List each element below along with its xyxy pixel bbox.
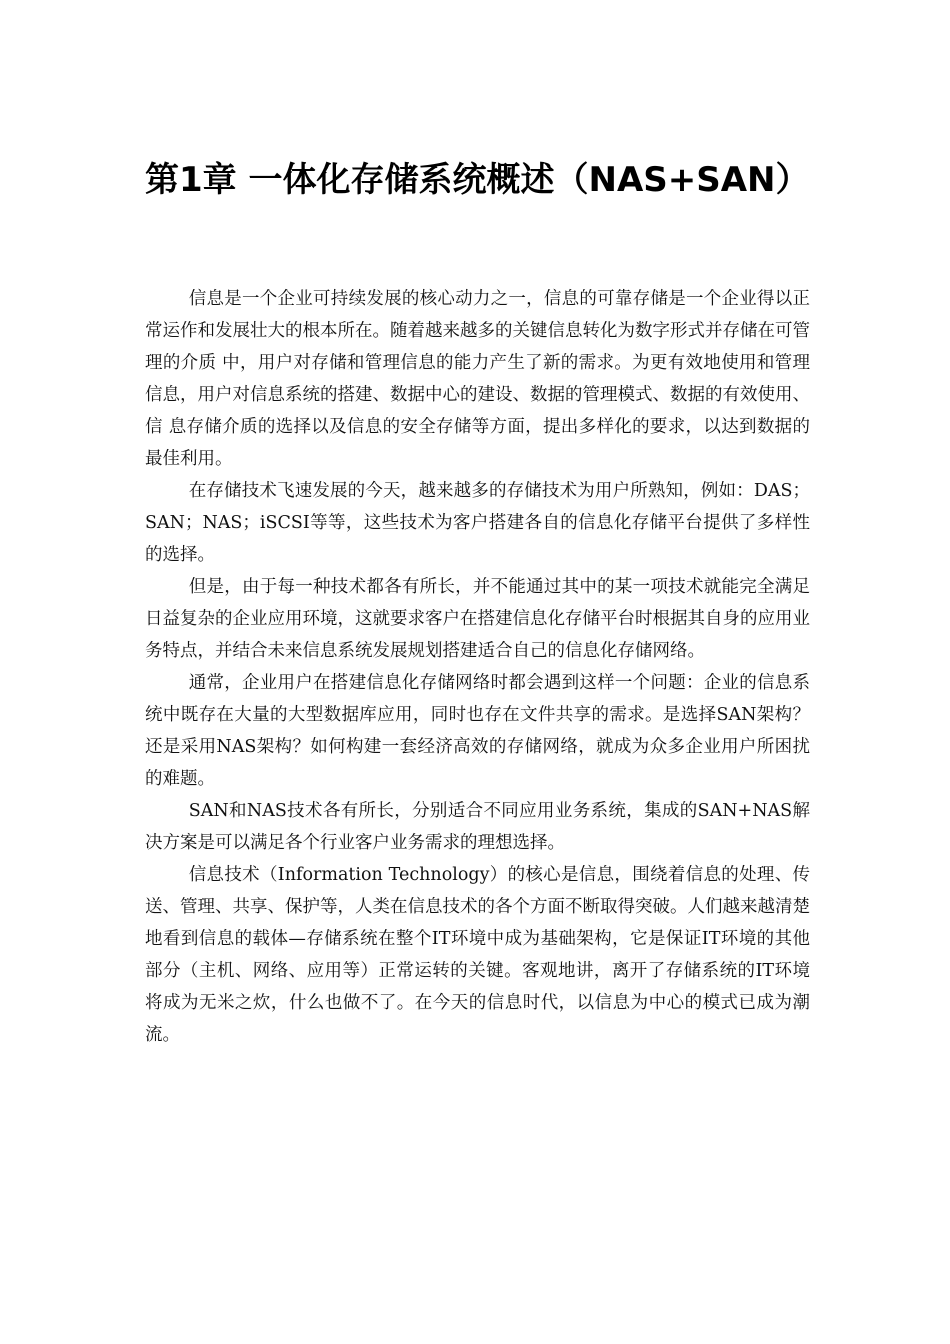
body-text [145,283,810,1051]
chapter-title: 第1章 一体化存储系统概述（NAS+SAN） [145,160,810,200]
paragraph: 在存储技术飞速发展的今天，越来越多的存储技术为用户所熟知，例如：DAS；SAN；NAS；iSCSI等等，这些技术为客户搭建各自的信息化存储平台提供了多样性的选择。 [145,481,810,565]
paragraph: 通常，企业用户在搭建信息化存储网络时都会遇到这样一个问题：企业的信息系统中既存在大量的大型数据库应用，同时也存在文件共享的需求。是选择SAN架构？还是采用NAS架构？如何构建一套经济高效的存储网络，就成为众多企业用户所困扰的难题。 [145,673,810,789]
paragraph: SAN和NAS技术各有所长，分别适合不同应用业务系统，集成的SAN+NAS解决方案是可以满足各个行业客户业务需求的理想选择。 [145,801,810,853]
paragraph: 但是，由于每一种技术都各有所长，并不能通过其中的某一项技术就能完全满足日益复杂的企业应用环境，这就要求客户在搭建信息化存储平台时根据其自身的应用业务特点，并结合未来信息系统发展规划搭建适合自己的信息化存储网络。 [145,577,810,661]
paragraph: 信息是一个企业可持续发展的核心动力之一，信息的可靠存储是一个企业得以正常运作和发展壮大的根本所在。随着越来越多的关键信息转化为数字形式并存储在可管理的介质 中，用户对存储和管理信息的能力产生了新的需求。为更有效地使用和管理信息，用户对信息系统的搭建、数据中心的建设、数据的管理模式、数据的有效使用、信 息存储介质的选择以及信息的安全存储等方面，提出多样化的要求，以达到数据的最佳利用。 [145,289,810,469]
paragraph: 信息技术（Information Technology）的核心是信息，围绕着信息的处理、传送、管理、共享、保护等，人类在信息技术的各个方面不断取得突破。人们越来越清楚地看到信息的载体—存储系统在整个IT环境中成为基础架构，它是保证IT环境的其他部分（主机、网络、应用等）正常运转的关键。客观地讲，离开了存储系统的IT环境将成为无米之炊，什么也做不了。在今天的信息时代，以信息为中心的模式已成为潮流。 [145,865,810,1045]
